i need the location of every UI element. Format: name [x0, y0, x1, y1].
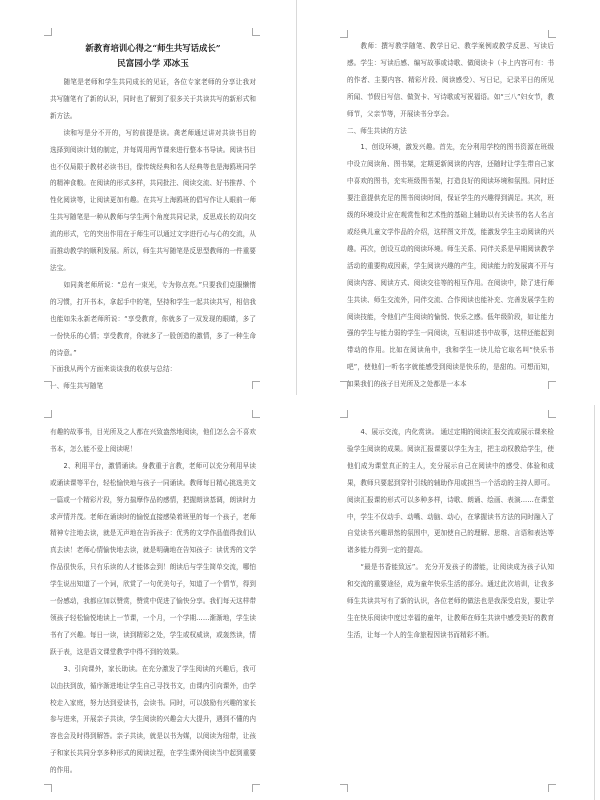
- page-4-content: [347, 424, 554, 644]
- paragraph: 如同龚老师所说：“总有一束光，专为你点亮。”只要我们克服懒惰的习惯，打开书本，拿起手中的笔，坚持和学生一起共读共写，相信我也能如朱永新老师所说：“享受教育，你就多了一双发现的眼睛，多了一份快乐的心情；享受教育，你就多了一股创造的激情，多了一种生命的诗意。”: [50, 280, 256, 357]
- paragraph: 4、展示交流，内化赏读。 通过定期的阅读汇报交流或展示课来检验学生阅读的成果。阅读汇报课要以学生为主，把主动权教给学生，使他们成为课堂真正的主人，充分展示自己在阅读中的感受、体验和成果，教师只要起到穿针引线的辅助作用或担当一个活动的主持人即可。阅读汇报课的形式可以多种多样，诗歌、朗诵、绘画、表演……在课堂中，学生不仅动手、动嘴、动脑、动心，在掌握读书方法的同时融入了自觉读书兴趣昂然的氛围中，更加使自己的理解、思维、言语和表达等诸多能力得到一定的提高。: [347, 428, 554, 555]
- margin-corner-mark: [548, 30, 556, 38]
- document-page-3: [0, 410, 300, 800]
- margin-corner-mark: [44, 28, 52, 36]
- document-page-1: [0, 0, 300, 395]
- section-heading: 一、师生共写随笔: [50, 382, 104, 391]
- section-heading: 二、师生共读的方法: [347, 126, 407, 135]
- margin-corner-mark: [252, 784, 260, 792]
- paragraph: 下面我从两个方面来谈谈我的收获与总结：: [50, 365, 177, 374]
- page-2-content: [347, 38, 554, 393]
- author-line: 民富园小学 邓冰玉: [117, 59, 189, 69]
- paragraph: 3、引向课外，家长助读。在充分激发了学生阅读的兴趣后，我可以由扶到放，循序渐进地让学生自己寻找书文，由课内引向课外，由学校走入家庭，努力达到爱读书，会读书。同时，可以鼓励有兴趣的家长参与进来，开展亲子共读，学生阅读的兴趣会大大提升，遇到不懂的内容也会及时得到解答。亲子共读，就是以书为媒，以阅读为纽带，让孩子和家长共同分享多种形式的阅读过程，在学生课外阅读当中起到重要的作用。: [50, 664, 256, 775]
- paragraph: “最是书香能致远”。 充分开发孩子的潜能，让阅读成为孩子认知和交流的重要途径，成为童年快乐生活的部分。通过此次培训，让我多师生共读共写有了新的认识，各位老师的做法也是我深受启发，要让学生在快乐阅读中度过幸福的童年，让教师在师生共读中感受美好的教育生活，让每一个人的生命旅程因读书而精彩不断。: [347, 563, 554, 639]
- margin-corner-mark: [340, 30, 348, 38]
- page-1-content: [50, 40, 256, 395]
- margin-corner-mark: [44, 381, 52, 389]
- margin-corner-mark: [252, 381, 260, 389]
- margin-corner-mark: [340, 410, 348, 418]
- document-title: 新教育培训心得之“师生共写话成长”: [85, 43, 221, 53]
- document-page-4: [300, 410, 592, 800]
- margin-corner-mark: [548, 784, 556, 792]
- paragraph: 教师：撰写教学随笔、教学日记、教学案例或教学反思、写读后感。学生：写读后感、编写故事或诗歌、做阅读卡（卡上内容可有：书的作者、主要内容、精彩片段、阅读感受）、写日记，记录平日的所见所闻、节假日写信、做贺卡、写诗歌或写祝福语。如“三八”妇女节，教师节，父亲节等，开展读书分享会。: [347, 42, 554, 118]
- margin-corner-mark: [340, 784, 348, 792]
- paragraph: 读和写是分不开的，写的前提是读。龚老师通过讲对共读书目的选择到阅读计划的制定，并每周用两节课来进行整本书导读。阅读书目也不仅局限于教材必读书目，像传统经典和名人经典等也是海鸥班同学的精神食粮。在阅读的形式多样，共同批注、阅读交流、好书推荐、个性化阅读等，让阅读更加有趣。在共写上海鸥班的倡写作让人眼前一师生共写随笔是一种从教师与学生两个角度共同记录，反思成长的双向交流的形式，它的突出作用在于师生可以通过文字进行心与心的交流，从而推动教学的顺利发展。所以，师生共写随笔是反思型教师的一件重要法宝。: [50, 128, 256, 272]
- margin-corner-mark: [548, 381, 556, 389]
- paragraph: 2、利用平台，激情诵读。身教重于言教，老师可以充分利用早读或诵读课等平台，轻松愉快地与孩子一同诵读。教师每日精心挑选美文一篇或一个精彩片段，努力揣摩作品的感情，把握朗读基调，朗读时力求声情并茂。老师在诵读时的愉悦直接感染着班里的每一个孩子，老师精神专注地去读，就是无声地在告诉孩子：优秀的文学作品值得我们认真去读！老师心情愉快地去读，就是明确地在告知孩子：读优秀的文学作品很快乐，只有乐读的人才能体会到！朗读后与学生简单交流，哪怕学生说出知道了一个词，欣赏了一句优美句子，知道了一个情节，得到一份感动，我都应加以赞赏，赞赏中促进了愉快分享。我们每天这样带领孩子轻松愉悦地读上一节课，一个月，一个学期……渐渐地，学生读书有了兴趣。每日一读，读到精彩之处，学生或权威读，或轰然读，情跃于表，这是语文课堂教学中得不到的效果。: [50, 461, 256, 656]
- document-page-2: [300, 0, 600, 395]
- margin-corner-mark: [44, 784, 52, 792]
- paragraph: 1、创设环境，激发兴趣。首先，充分利用学校的图书资源在班级中设立阅读角、图书架，定期更新阅读的内容，还随时让学生带自己家中喜欢的图书，充实班级图书架，打造良好的阅读环境和氛围。同时还要注意提供充足的图书阅读时间，保证学生的兴趣得到满足。其次，班级的环境设计应在观赏性和艺术性的基础上辅助以有关读书的名人名言或经典儿童文学作品的介绍，这样图文并茂，能激发学生主动阅读的兴趣。再次，创设互动的阅读环境。师生关系、同伴关系是早期阅读教学活动的重要构成因素，学生阅读兴趣的产生，阅读能力的发展离不开与阅读内容、阅读方式、阅读交往等的相互作用。在阅读中，除了进行师生共读、师生交流外，同伴交流、合作阅读也能补充、完善发展学生的阅读技能，令他们产生阅读的愉悦、快乐之感。低年级阶段，如让能力强的学生与能力弱的学生一同阅读，互相讲述书中故事，这样还能起到带动的作用。比如在阅读角中，我和学生一块儿给它取名叫“快乐书吧”，使他们一听名字就能感受到阅读是快乐的，是甜的。可想而知，如果我们的孩子目光所及之处都是一本本: [347, 143, 554, 389]
- page-divider: [296, 0, 297, 395]
- margin-corner-mark: [252, 410, 260, 418]
- margin-corner-mark: [340, 381, 348, 389]
- margin-corner-mark: [44, 410, 52, 418]
- margin-corner-mark: [252, 28, 260, 36]
- paragraph: 有趣的故事书，目光所及之人都在兴致盎然地阅读，他们怎么会不喜欢书本，怎么能不爱上阅读呢！: [50, 428, 256, 453]
- margin-corner-mark: [548, 410, 556, 418]
- page-3-content: [50, 424, 256, 779]
- scrollbar-edge[interactable]: [594, 405, 595, 800]
- paragraph: 随笔是老师和学生共同成长的见证，各位专家老师的分享让我对共写随笔有了新的认识，同时也了解到了很多关于共读共写的新形式和新方法。: [50, 78, 256, 120]
